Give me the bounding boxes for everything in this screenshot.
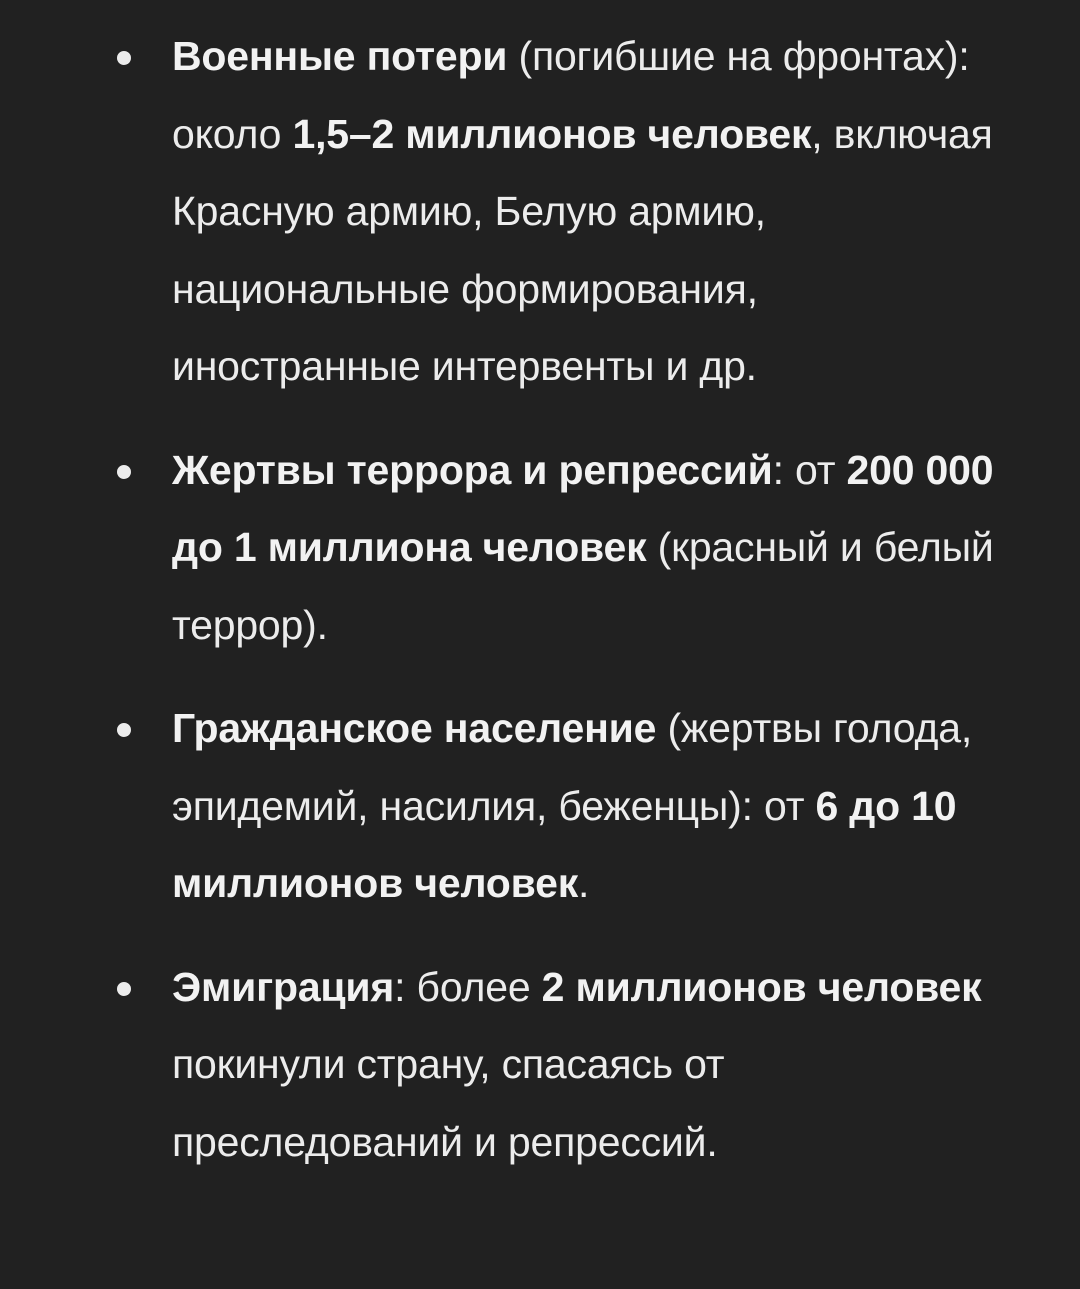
item-text: (погибшие на фронтах): около [172,33,970,157]
message-content [0,18,1080,1207]
item-text: . [578,860,590,906]
item-heading: Военные потери [172,33,508,79]
bullet-icon [117,723,131,737]
item-heading: Гражданское население [172,705,657,751]
item-text: (красный и белый террор). [172,524,994,648]
bullet-icon [117,51,131,65]
bullet-list [0,18,1080,1181]
item-figure: 6 до 10 миллионов человек [172,782,957,906]
list-item [0,690,1080,923]
item-text: покинули страну, спасаясь от преследований и репрессий. [172,1041,725,1165]
item-text: , включая Красную армию, Белую армию, национальные формирования, иностранные интервенты и др. [172,110,993,389]
item-heading: Эмиграция [172,963,395,1010]
item-text: : более [394,963,542,1010]
item-text: : от [772,446,847,493]
list-item [0,432,1080,665]
list-item [0,949,1080,1182]
item-text: (жертвы голода, эпидемий, насилия, беженцы): от [172,705,973,829]
bullet-icon [117,982,131,996]
item-figure: 200 000 до 1 миллиона человек [172,446,994,570]
item-heading: Жертвы террора и репрессий [172,446,773,493]
item-figure: 2 миллионов человек [541,963,982,1010]
item-figure: 1,5–2 миллионов человек [292,110,812,157]
bullet-icon [117,465,131,479]
list-item [0,18,1080,406]
